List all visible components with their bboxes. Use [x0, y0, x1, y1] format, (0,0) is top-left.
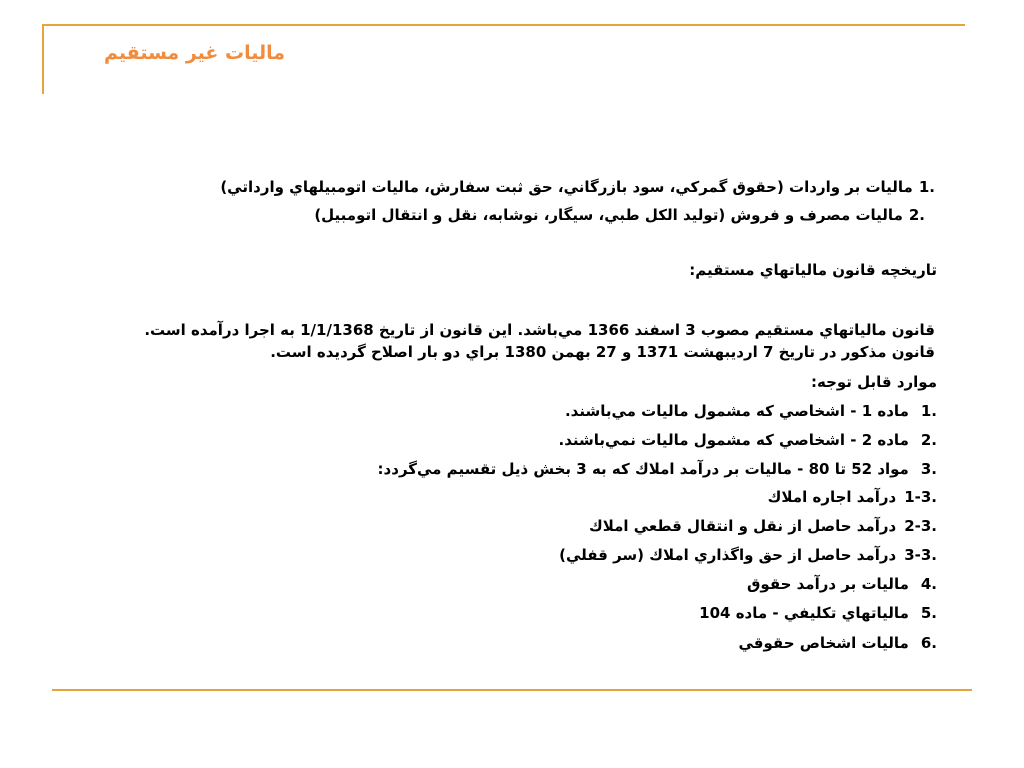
item-text: ماده 1 - اشخاصي كه مشمول ماليات مي‌باشند.	[564, 402, 909, 420]
item-number: 1.	[920, 402, 937, 420]
item-number: 1.	[918, 178, 935, 196]
notes-heading-text: موارد قابل توجه:	[810, 373, 937, 391]
note-item	[565, 401, 937, 421]
history-paragraph-line	[270, 342, 935, 362]
tax-type-item	[314, 205, 925, 225]
item-text: ماليات بر واردات (حقوق گمركي، سود بازرگاني، حق ثبت سفارش، ماليات اتومبيلهاي وارداتي)	[220, 178, 913, 196]
notes-heading	[811, 372, 937, 392]
item-number: 3.	[920, 460, 937, 478]
item-number: 5.	[920, 604, 937, 622]
note-item	[378, 459, 937, 479]
item-text: درآمد حاصل از نقل و انتقال قطعي املاك	[588, 517, 897, 535]
item-number: 4.	[920, 575, 937, 593]
item-number: 2.	[920, 431, 937, 449]
item-number: 2-3.	[904, 517, 937, 535]
item-text: ماليات اشخاص حقوقي	[738, 634, 909, 652]
note-sub-item	[768, 487, 937, 507]
note-sub-item	[589, 516, 937, 536]
note-item	[739, 633, 938, 653]
item-number: 1-3.	[904, 488, 937, 506]
history-heading	[689, 260, 937, 280]
item-number: 3-3.	[904, 546, 937, 564]
note-item	[747, 574, 937, 594]
item-text: ماليات مصرف و فروش (توليد الكل طبي، سيگار، نوشابه، نقل و انتقال اتومبيل)	[314, 206, 903, 224]
history-line-text: قانون مذكور در تاريخ 7 ارديبهشت 1371 و 27 بهمن 1380 براي دو بار اصلاح گرديده است.	[270, 343, 935, 361]
history-line-text: قانون مالياتهاي مستقيم مصوب 3 اسفند 1366 مي‌باشد. اين قانون از تاريخ 1/1/1368 به اجرا درآمده است.	[144, 321, 935, 339]
note-sub-item	[559, 545, 937, 565]
note-item	[699, 603, 937, 623]
history-heading-text: تاريخچه قانون مالياتهاي مستقيم:	[689, 261, 937, 279]
left-rule	[42, 24, 44, 94]
item-text: ماليات بر درآمد حقوق	[747, 575, 909, 593]
note-item	[559, 430, 937, 450]
slide-title: ماليات غير مستقيم	[104, 42, 285, 64]
item-text: درآمد اجاره املاك	[767, 488, 897, 506]
item-text: درآمد حاصل از حق واگذاري املاك (سر قفلي)	[559, 546, 897, 564]
history-paragraph-line	[144, 320, 935, 340]
item-text: ماده 2 - اشخاصي كه مشمول ماليات نمي‌باشند.	[558, 431, 909, 449]
top-rule	[42, 24, 965, 26]
item-number: 2.	[908, 206, 925, 224]
item-text: مالياتهاي تكليفي - ماده 104	[699, 604, 909, 622]
tax-type-item	[220, 177, 935, 197]
item-text: مواد 52 تا 80 - ماليات بر درآمد املاك كه به 3 بخش ذيل تقسيم مي‌گردد:	[377, 460, 909, 478]
bottom-rule	[52, 689, 972, 691]
item-number: 6.	[920, 634, 937, 652]
